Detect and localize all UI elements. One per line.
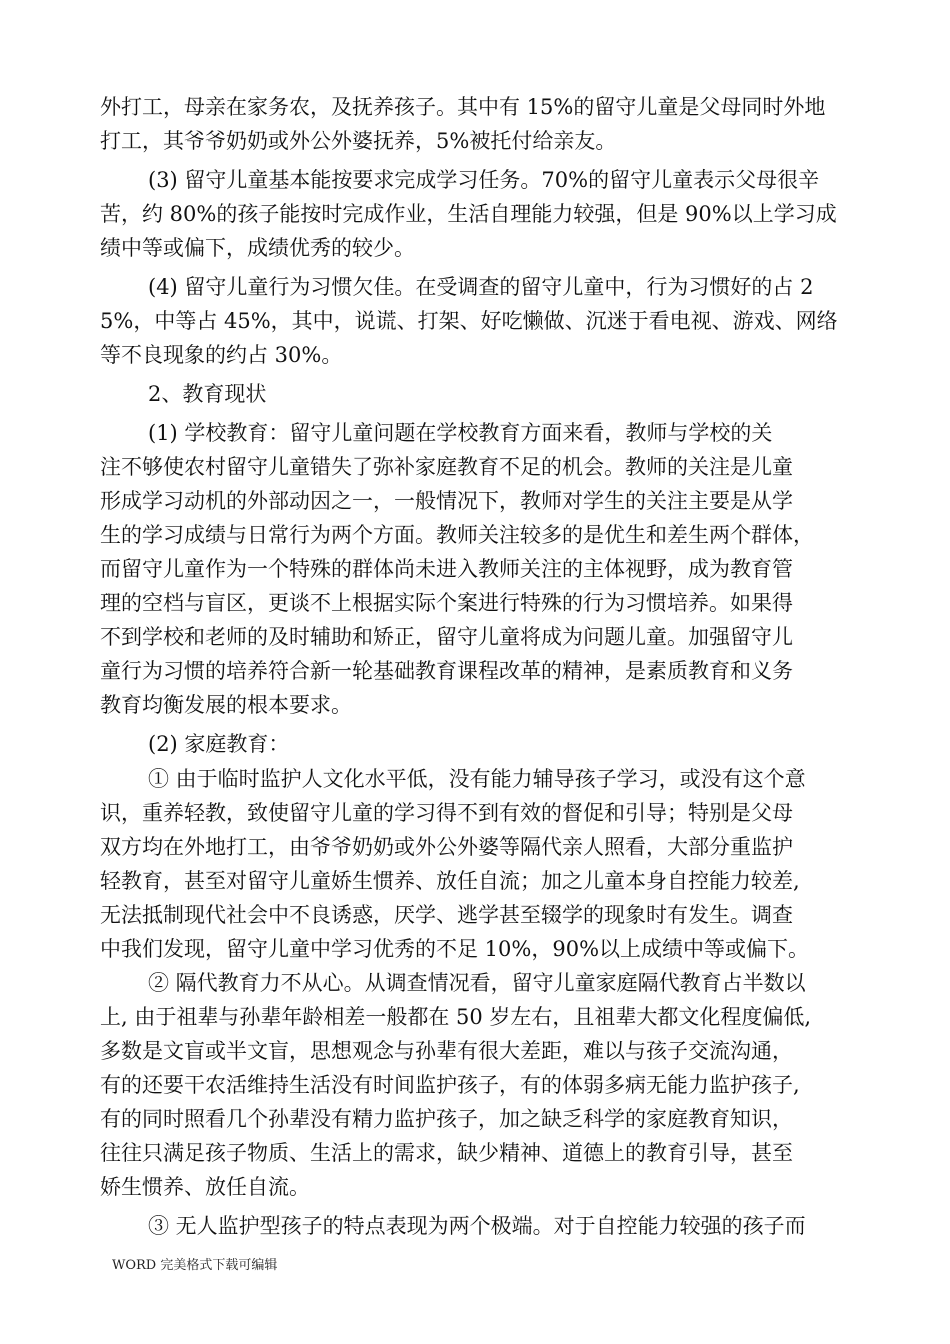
page-footer: WORD 完美格式下载可编辑 <box>112 1258 278 1273</box>
text-line: 2、教育现状 <box>148 382 267 406</box>
text-line: ① 由于临时监护人文化水平低，没有能力辅导孩子学习，或没有这个意 <box>148 767 806 791</box>
text-line: 教育均衡发展的根本要求。 <box>100 693 352 717</box>
text-line: 绩中等或偏下，成绩优秀的较少。 <box>100 236 415 260</box>
text-line: 不到学校和老师的及时辅助和矫正，留守儿童将成为问题儿童。加强留守儿 <box>100 625 793 649</box>
text-line: (3) 留守儿童基本能按要求完成学习任务。70%的留守儿童表示父母很辛 <box>148 168 820 192</box>
text-line: 双方均在外地打工，由爷爷奶奶或外公外婆等隔代亲人照看，大部分重监护 <box>100 835 793 859</box>
text-line: (2) 家庭教育： <box>148 732 290 756</box>
text-line: 往往只满足孩子物质、生活上的需求，缺少精神、道德上的教育引导，甚至 <box>100 1141 793 1165</box>
text-line: 外打工，母亲在家务农，及抚养孩子。其中有 15%的留守儿童是父母同时外地 <box>100 95 826 119</box>
text-line: 理的空档与盲区，更谈不上根据实际个案进行特殊的行为习惯培养。如果得 <box>100 591 793 615</box>
text-line: ② 隔代教育力不从心。从调查情况看，留守儿童家庭隔代教育占半数以 <box>148 971 806 995</box>
text-line: (1) 学校教育：留守儿童问题在学校教育方面来看，教师与学校的关 <box>148 421 773 445</box>
text-line: 有的同时照看几个孙辈没有精力监护孩子，加之缺乏科学的家庭教育知识， <box>100 1107 793 1131</box>
text-line: 打工，其爷爷奶奶或外公外婆抚养，5%被托付给亲友。 <box>100 129 617 153</box>
text-line: 而留守儿童作为一个特殊的群体尚未进入教师关注的主体视野，成为教育管 <box>100 557 793 581</box>
text-line: 形成学习动机的外部动因之一，一般情况下，教师对学生的关注主要是从学 <box>100 489 793 513</box>
text-line: 识，重养轻教，致使留守儿童的学习得不到有效的督促和引导；特别是父母 <box>100 801 793 825</box>
text-line: 无法抵制现代社会中不良诱惑，厌学、逃学甚至辍学的现象时有发生。调查 <box>100 903 793 927</box>
text-line: 5%，中等占 45%，其中，说谎、打架、好吃懒做、沉迷于看电视、游戏、网络 <box>100 309 838 333</box>
text-line: 中我们发现，留守儿童中学习优秀的不足 10%，90%以上成绩中等或偏下。 <box>100 937 810 961</box>
text-line: 苦，约 80%的孩子能按时完成作业，生活自理能力较强，但是 90%以上学习成 <box>100 202 837 226</box>
text-line: 童行为习惯的培养符合新一轮基础教育课程改革的精神，是素质教育和义务 <box>100 659 793 683</box>
text-line: 多数是文盲或半文盲，思想观念与孙辈有很大差距，难以与孩子交流沟通， <box>100 1039 793 1063</box>
text-line: (4) 留守儿童行为习惯欠佳。在受调查的留守儿童中，行为习惯好的占 2 <box>148 275 814 299</box>
text-line: 有的还要干农活维持生活没有时间监护孩子，有的体弱多病无能力监护孩子, <box>100 1073 800 1097</box>
text-line: 娇生惯养、放任自流。 <box>100 1175 310 1199</box>
text-line: 等不良现象的约占 30%。 <box>100 343 343 367</box>
text-line: 注不够使农村留守儿童错失了弥补家庭教育不足的机会。教师的关注是儿童 <box>100 455 793 479</box>
text-line: 上, 由于祖辈与孙辈年龄相差一般都在 50 岁左右，且祖辈大都文化程度偏低, <box>100 1005 812 1029</box>
text-line: 轻教育，甚至对留守儿童娇生惯养、放任自流；加之儿童本身自控能力较差, <box>100 869 800 893</box>
text-line: ③ 无人监护型孩子的特点表现为两个极端。对于自控能力较强的孩子而 <box>148 1214 806 1238</box>
text-line: 生的学习成绩与日常行为两个方面。教师关注较多的是优生和差生两个群体， <box>100 523 814 547</box>
